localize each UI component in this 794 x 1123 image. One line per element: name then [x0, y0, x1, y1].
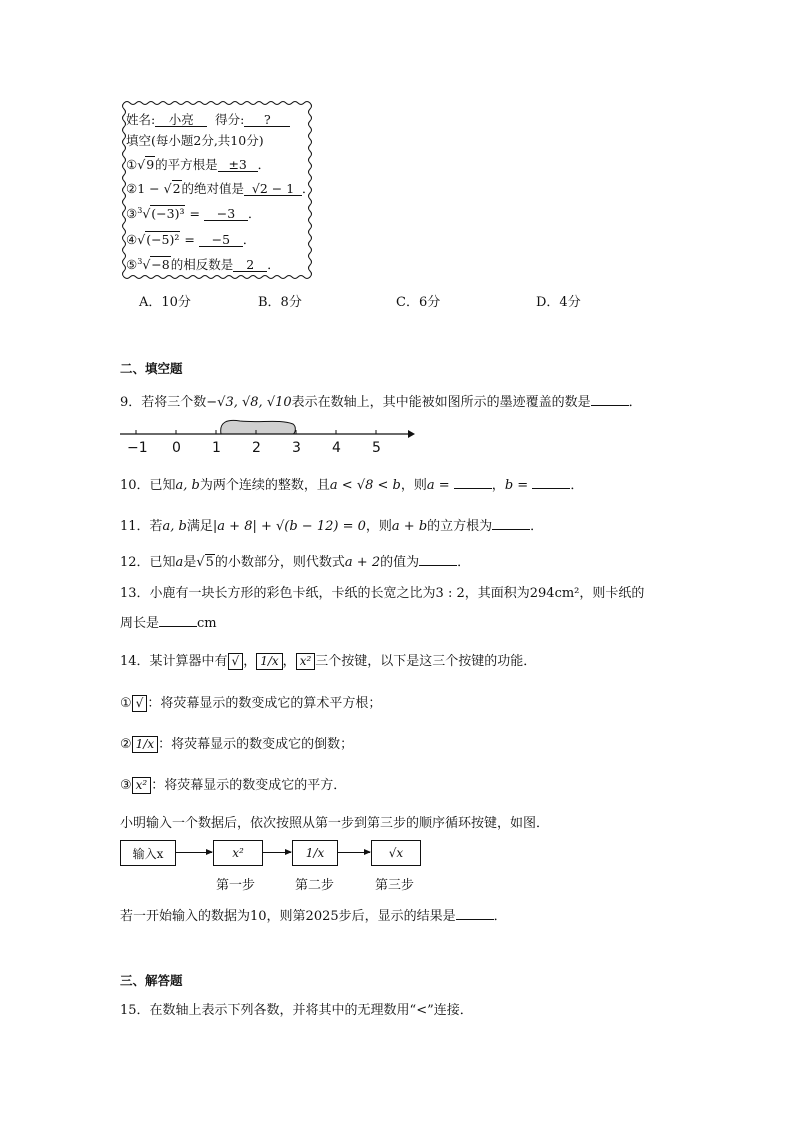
- card-answer-3: −3: [204, 207, 248, 221]
- flow-square-box: x²: [213, 840, 263, 866]
- question-14-intro: 14．某计算器中有 √ ， 1/x ， x² 三个按键，以下是这三个按键的功能．: [120, 654, 537, 669]
- option-b[interactable]: B．8分: [258, 295, 302, 310]
- tick-label-neg1: −1: [127, 440, 148, 456]
- flow-sqrt-box: √x: [371, 840, 421, 866]
- card-item-4: ④√(−5)² = −5 ．: [126, 232, 256, 247]
- card-instruction: 填空(每小题2分,共10分): [126, 133, 264, 148]
- card-item-5: ⑤$^3$√−8的相反数是 2 ．: [126, 256, 280, 272]
- function-3: ③ x² ：将荧幕显示的数变成它的平方．: [120, 778, 347, 793]
- section-3-heading: 三、解答题: [120, 973, 183, 988]
- step-2-label: 第二步: [295, 878, 335, 893]
- question-11: 11．若a, b满足|a + 8| + √(b − 12) = 0，则a + b的立方根为 ．: [120, 519, 544, 534]
- function-1: ① √ ：将荧幕显示的数变成它的算术平方根；: [120, 696, 382, 711]
- option-a[interactable]: A．10分: [139, 295, 191, 310]
- tick-label-4: 4: [332, 440, 341, 456]
- number-line: [115, 414, 415, 454]
- card-item-3: ③$^3$√(−3)³ = −3 ．: [126, 205, 261, 221]
- flow-input-box: 输入x: [120, 840, 176, 866]
- question-13-line1: 13．小鹿有一块长方形的彩色卡纸，卡纸的长宽之比为3 : 2，其面积为294cm²，则卡纸的: [120, 586, 645, 601]
- tick-label-0: 0: [172, 440, 181, 456]
- question-9: 9．若将三个数−√3, √8, √10表示在数轴上，其中能被如图所示的墨迹覆盖的数是 ．: [120, 395, 642, 410]
- card-item-1: ①√9的平方根是 ±3 ．: [126, 157, 271, 172]
- question-14-final: 若一开始输入的数据为10，则第2025步后，显示的结果是 ．: [120, 909, 507, 924]
- question-15: 15．在数轴上表示下列各数，并将其中的无理数用“<”连接．: [120, 1003, 473, 1018]
- flow-reciprocal-box: 1/x: [292, 840, 338, 866]
- question-12: 12．已知a是√5的小数部分，则代数式a + 2的值为 ．: [120, 555, 471, 570]
- score-value: ?: [244, 113, 290, 127]
- step-3-label: 第三步: [375, 878, 415, 893]
- card-answer-5: 2: [233, 258, 267, 272]
- card-answer-1: ±3: [218, 158, 258, 172]
- tick-label-1: 1: [212, 440, 221, 456]
- tick-label-3: 3: [292, 440, 301, 456]
- option-c[interactable]: C．6分: [396, 295, 441, 310]
- question-13-line2: 周长是 cm: [120, 616, 217, 631]
- sqrt-key: √: [228, 653, 244, 670]
- flow-arrow-1: [176, 852, 212, 853]
- tick-label-2: 2: [252, 440, 261, 456]
- square-key: x²: [296, 653, 316, 670]
- card-item-2: ②1 − √2的绝对值是 √2 − 1 ．: [126, 181, 315, 196]
- question-14-description: 小明输入一个数据后，依次按照从第一步到第三步的顺序循环按键，如图．: [120, 816, 550, 831]
- flow-arrow-3: [337, 852, 370, 853]
- name-value: 小亮: [155, 113, 207, 127]
- step-1-label: 第一步: [216, 878, 256, 893]
- option-d[interactable]: D．4分: [536, 295, 581, 310]
- function-2: ② 1/x ：将荧幕显示的数变成它的倒数；: [120, 737, 354, 752]
- card-answer-4: −5: [199, 233, 243, 247]
- score-label: 得分:: [215, 112, 245, 127]
- card-name-score: [126, 110, 290, 128]
- question-10: 10．已知a, b为两个连续的整数，且a < √8 < b，则a = ，b = ．: [120, 478, 584, 493]
- card-answer-2: √2 − 1: [244, 182, 302, 196]
- reciprocal-key: 1/x: [256, 653, 282, 670]
- tick-label-5: 5: [372, 440, 381, 456]
- flow-arrow-2: [262, 852, 291, 853]
- section-2-heading: 二、填空题: [120, 361, 183, 376]
- name-label: 姓名:: [126, 112, 156, 127]
